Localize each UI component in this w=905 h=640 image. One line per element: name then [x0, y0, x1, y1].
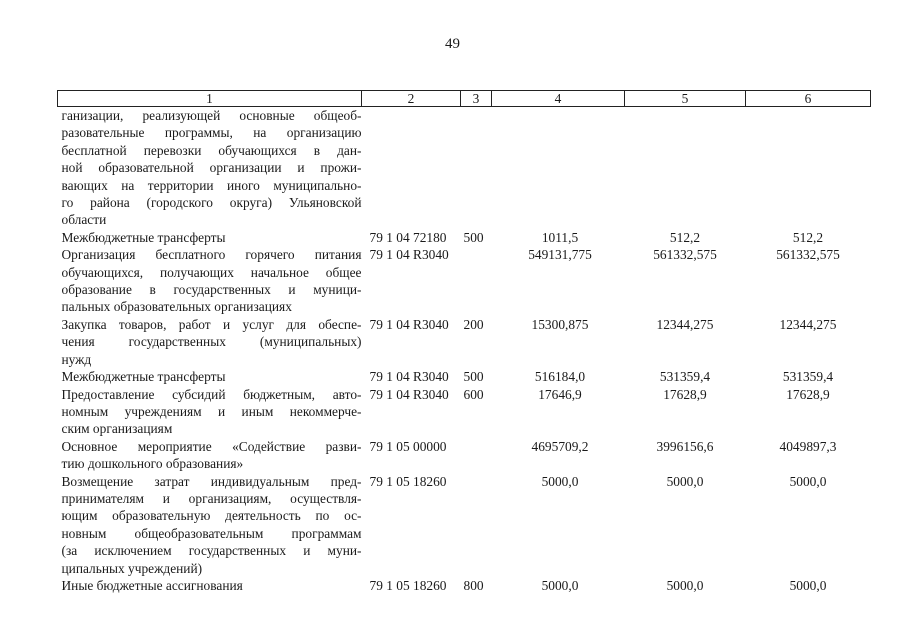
row-name	[58, 386, 362, 438]
row-name-line: разовательные программы, на организацию	[61, 125, 362, 141]
row-expense-type	[461, 107, 492, 229]
row-value-3: 12344,275	[779, 316, 837, 332]
row-value-1: 516184,0	[534, 369, 586, 385]
row-name-line: новным общеобразовательным программам	[61, 525, 362, 541]
row-expense-type: 500	[463, 229, 484, 245]
row-name	[58, 246, 362, 316]
row-value-2: 17628,9	[663, 386, 707, 402]
row-value-1: 1011,5	[541, 229, 579, 245]
row-value-1: 549131,775	[528, 247, 592, 263]
row-name-line: Иные бюджетные ассигнования	[61, 577, 243, 593]
table-row	[58, 386, 871, 438]
row-name-line: ной образовательной организации и прожи-	[61, 160, 362, 176]
row-name	[58, 473, 362, 577]
row-value-1: 5000,0	[541, 473, 579, 489]
row-value-3: 561332,575	[776, 247, 840, 263]
row-name-line: пальных образовательных организациях	[61, 299, 292, 315]
row-name-line: (за исключением государственных и муни-	[61, 543, 362, 559]
row-code: 79 1 04 R3040	[369, 386, 449, 402]
row-value-3: 5000,0	[789, 473, 827, 489]
row-expense-type	[461, 438, 492, 473]
row-code: 79 1 04 R3040	[369, 247, 449, 263]
row-expense-type	[461, 473, 492, 577]
row-value-3: 4049897,3	[779, 438, 837, 454]
row-expense-type: 600	[463, 386, 484, 402]
row-name-line: ским организациям	[61, 421, 173, 437]
row-value-2	[625, 107, 746, 229]
table-row	[58, 316, 871, 368]
table-header	[58, 91, 871, 107]
column-header-value-2: 5	[625, 91, 746, 107]
row-name	[58, 368, 362, 385]
row-value-2: 512,2	[669, 229, 701, 245]
row-name-line: ганизации, реализующей основные общеоб-	[61, 108, 362, 123]
row-value-3	[746, 107, 871, 229]
row-name-line: Закупка товаров, работ и услуг для обеспе-	[61, 316, 362, 332]
row-expense-type: 800	[463, 577, 484, 593]
row-value-2: 3996156,6	[656, 438, 714, 454]
row-value-1: 5000,0	[541, 577, 579, 593]
row-name	[58, 577, 362, 594]
row-value-3: 17628,9	[786, 386, 830, 402]
row-name-line: принимателям и организациям, осуществля-	[61, 490, 362, 506]
row-value-2: 5000,0	[666, 473, 704, 489]
row-value-1	[492, 107, 625, 229]
row-expense-type: 200	[463, 316, 484, 332]
row-expense-type: 500	[463, 369, 484, 385]
row-value-2: 12344,275	[656, 316, 714, 332]
row-name-line: Возмещение затрат индивидуальным пред-	[61, 473, 362, 489]
row-name-line: чения государственных (муниципальных)	[61, 334, 362, 350]
row-name-line: Межбюджетные трансферты	[61, 229, 226, 245]
table-row	[58, 438, 871, 473]
row-name	[58, 438, 362, 473]
column-header-code: 2	[362, 91, 461, 107]
row-name-line: Предоставление субсидий бюджетным, авто-	[61, 386, 362, 402]
row-code: 79 1 04 R3040	[369, 369, 449, 385]
row-expense-type	[461, 246, 492, 316]
column-header-value-1: 4	[492, 91, 625, 107]
table-body	[58, 107, 871, 595]
row-name-line: Организация бесплатного горячего питания	[61, 247, 362, 263]
row-name-line: образование в государственных и муници-	[61, 282, 362, 298]
row-name-line: Межбюджетные трансферты	[61, 369, 226, 385]
row-value-2: 5000,0	[666, 577, 704, 593]
row-code	[362, 107, 461, 229]
row-name-line: нужд	[61, 351, 92, 367]
row-name-line: номным учреждениям и иным некоммерче-	[61, 403, 362, 419]
row-value-1: 4695709,2	[531, 438, 589, 454]
table-row	[58, 368, 871, 385]
row-value-1: 17646,9	[538, 386, 582, 402]
column-header-value-3: 6	[746, 91, 871, 107]
budget-table	[57, 90, 871, 594]
row-name-line: Основное мероприятие «Содействие разви-	[61, 438, 362, 454]
row-name-line: области	[61, 212, 107, 228]
row-value-2: 531359,4	[659, 369, 711, 385]
row-name-line: бесплатной перевозки обучающихся в дан-	[61, 142, 362, 158]
row-value-3: 512,2	[792, 229, 824, 245]
row-value-1: 15300,875	[531, 316, 589, 332]
row-value-2: 561332,575	[653, 247, 717, 263]
table-row	[58, 229, 871, 246]
table-row	[58, 107, 871, 229]
row-name-line: вающих на территории иного муниципально-	[61, 177, 362, 193]
row-value-3: 531359,4	[782, 369, 834, 385]
row-code: 79 1 05 00000	[369, 438, 447, 454]
row-code: 79 1 05 18260	[369, 577, 447, 593]
column-header-type: 3	[461, 91, 492, 107]
header-row	[58, 91, 871, 107]
row-name-line: ципальных учреждений)	[61, 560, 203, 576]
row-name	[58, 107, 362, 229]
row-code: 79 1 04 R3040	[369, 316, 449, 332]
column-header-name: 1	[58, 91, 362, 107]
row-name-line: го района (городского округа) Ульяновской	[61, 195, 362, 211]
row-name-line: тию дошкольного образования»	[61, 456, 244, 472]
row-code: 79 1 04 72180	[369, 229, 447, 245]
table-row	[58, 473, 871, 577]
row-code: 79 1 05 18260	[369, 473, 447, 489]
row-name	[58, 229, 362, 246]
row-value-3: 5000,0	[789, 577, 827, 593]
row-name	[58, 316, 362, 368]
page-number: 49	[445, 36, 460, 52]
table-row	[58, 577, 871, 594]
table-row	[58, 246, 871, 316]
row-name-line: обучающихся, получающих начальное общее	[61, 264, 362, 280]
row-name-line: ющим образовательную деятельность по ос-	[61, 508, 362, 524]
